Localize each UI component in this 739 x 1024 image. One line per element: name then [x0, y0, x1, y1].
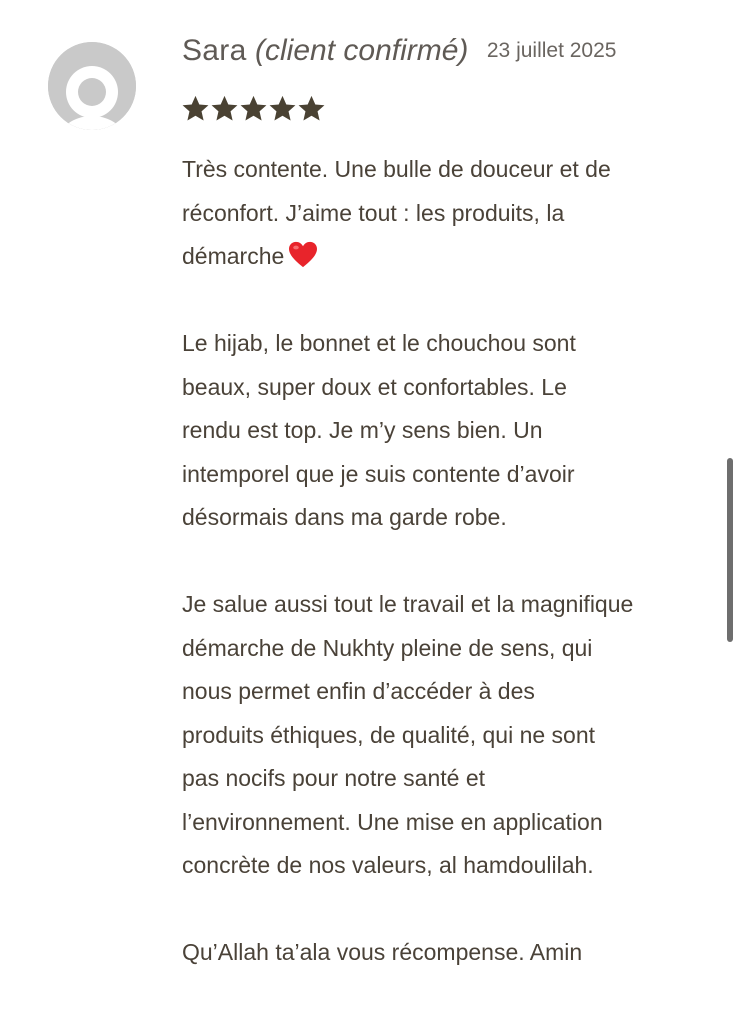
review-header [182, 34, 616, 68]
review-text-line: Le hijab, le bonnet et le chouchou sont [182, 330, 576, 356]
review-text-line: démarche [182, 235, 682, 279]
review-text-line: concrète de nos valeurs, al hamdoulilah. [182, 852, 594, 878]
user-silhouette-icon [48, 42, 136, 130]
review-text-line: désormais dans ma garde robe. [182, 504, 507, 530]
review-text-line: démarche de Nukhty pleine de sens, qui [182, 634, 593, 661]
review-text-line: beaux, super doux et confortables. Le [182, 373, 567, 400]
review-text-line: produits éthiques, de qualité, qui ne sont [182, 721, 596, 748]
star-icon [297, 94, 326, 123]
review-text-line: Je salue aussi tout le travail et la magnifique [182, 591, 634, 617]
star-icon [181, 94, 210, 123]
star-icon [268, 94, 297, 123]
star-icon [210, 94, 239, 123]
review-text-line: pas nocifs pour notre santé et [182, 765, 486, 791]
avatar [48, 42, 136, 130]
review-text-line: Très contente. Une bulle de douceur et de [182, 156, 611, 182]
review-text-line: réconfort. J’aime tout : les produits, la [182, 199, 565, 226]
review-date: 23 juillet 2025 [486, 39, 617, 62]
review-paragraph [182, 931, 682, 975]
review-paragraph [182, 148, 682, 279]
review-text-line: l’environnement. Une mise en application [182, 808, 603, 835]
review-text-line: Qu’Allah ta’ala vous récompense. Amin [182, 939, 583, 965]
red-heart-icon [288, 241, 318, 269]
review-paragraph [182, 583, 682, 888]
review-text-line: rendu est top. Je m’y sens bien. Un [182, 417, 543, 443]
review-text-line: intemporel que je suis contente d’avoir [182, 460, 575, 487]
star-icon [239, 94, 268, 123]
scrollbar[interactable] [727, 458, 733, 642]
review-body [182, 148, 682, 1018]
review-text-line: nous permet enfin d’accéder à des [182, 678, 535, 704]
verified-label: (client confirmé) [255, 34, 469, 67]
star-rating [181, 94, 326, 126]
author-name: Sara [182, 34, 247, 67]
review-paragraph [182, 322, 682, 540]
